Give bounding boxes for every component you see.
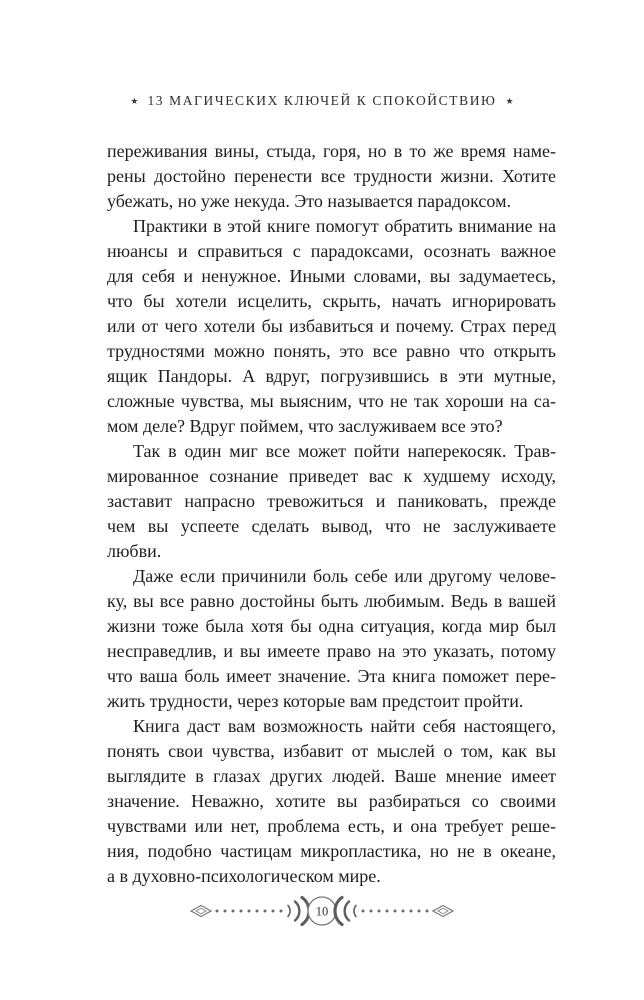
star-icon: ★ xyxy=(505,95,514,106)
text-line: или от чего хотели бы избавиться и почему. Страх перед xyxy=(107,316,556,336)
footer-ornament xyxy=(190,893,454,929)
page-number: 10 xyxy=(315,904,329,919)
paragraph xyxy=(107,139,556,214)
text-line: ящик Пандоры. А вдруг, погрузившись в эти мутные, xyxy=(107,366,556,386)
text-line: для себя и ненужное. Иными словами, вы задумаетесь, xyxy=(107,266,556,286)
text-line: заставит напрасно тревожиться и паниковать, прежде xyxy=(107,491,556,511)
star-icon: ★ xyxy=(130,95,139,106)
dotted-rule-left xyxy=(216,910,283,913)
text-line: Книга даст вам возможность найти себя настоящего, xyxy=(133,716,556,736)
dotted-rule-right xyxy=(362,910,429,913)
text-line: Так в один миг все может пойти наперекосяк. Трав- xyxy=(133,441,556,461)
text-line: ку, вы все равно достойны быть любимым. Ведь в вашей xyxy=(107,591,556,611)
text-line: нюансы и справиться с парадоксами, осознать важное xyxy=(107,241,556,261)
paragraph xyxy=(107,214,556,439)
text-line: жизни тоже была хотя бы одна ситуация, когда мир был xyxy=(107,616,556,636)
running-header xyxy=(0,93,644,109)
text-line: переживания вины, стыда, горя, но в то же время наме- xyxy=(107,141,556,161)
text-line: убежать, но уже некуда. Это называется парадоксом. xyxy=(107,191,511,211)
text-line: любви. xyxy=(107,541,162,561)
text-line: Практики в этой книге помогут обратить внимание на xyxy=(133,216,556,236)
text-line: что бы хотели исцелить, скрыть, начать игнорировать xyxy=(107,291,556,311)
crescent-ornament-left xyxy=(288,898,309,925)
text-line: понять свои чувства, избавит от мыслей о том, как вы xyxy=(107,741,556,761)
running-title: 13 МАГИЧЕСКИХ КЛЮЧЕЙ К СПОКОЙСТВИЮ xyxy=(147,93,497,108)
text-line: жить трудности, через которые вам предстоит пройти. xyxy=(107,691,524,711)
crescent-ornament-right xyxy=(335,898,356,925)
text-line: мированное сознание приведет вас к худшему исходу, xyxy=(107,466,556,486)
text-line: выглядите в глазах других людей. Ваше мнение имеет xyxy=(107,766,556,786)
page-footer xyxy=(0,893,644,929)
paragraph xyxy=(107,564,556,714)
text-line: ния, подобно частицам микропластика, но не в океане, xyxy=(107,841,556,861)
diamond-ornament-left xyxy=(191,906,211,917)
text-line: несправедлив, и вы имеете право на это указать, потому xyxy=(107,641,556,661)
paragraph xyxy=(107,439,556,564)
text-line: рены достойно перенести все трудности жизни. Хотите xyxy=(107,166,556,186)
text-line: Даже если причинили боль себе или другому челове- xyxy=(133,566,556,586)
text-line: чем вы успеете сделать вывод, что не заслуживаете xyxy=(107,516,556,536)
text-block xyxy=(107,139,556,889)
text-line: чувствами или нет, проблема есть, и она требует реше- xyxy=(107,816,556,836)
paragraph xyxy=(107,714,556,889)
diamond-ornament-right xyxy=(433,906,453,917)
text-line: трудностями можно понять, это все равно что открыть xyxy=(107,341,556,361)
text-line: мом деле? Вдруг поймем, что заслуживаем все это? xyxy=(107,416,503,436)
text-line: значение. Неважно, хотите вы разбираться со своими xyxy=(107,791,556,811)
text-line: сложные чувства, мы выясним, что не так хороши на са- xyxy=(107,391,556,411)
text-line: что ваша боль имеет значение. Эта книга поможет пере- xyxy=(107,666,556,686)
text-line: а в духовно-психологическом мире. xyxy=(107,866,381,886)
